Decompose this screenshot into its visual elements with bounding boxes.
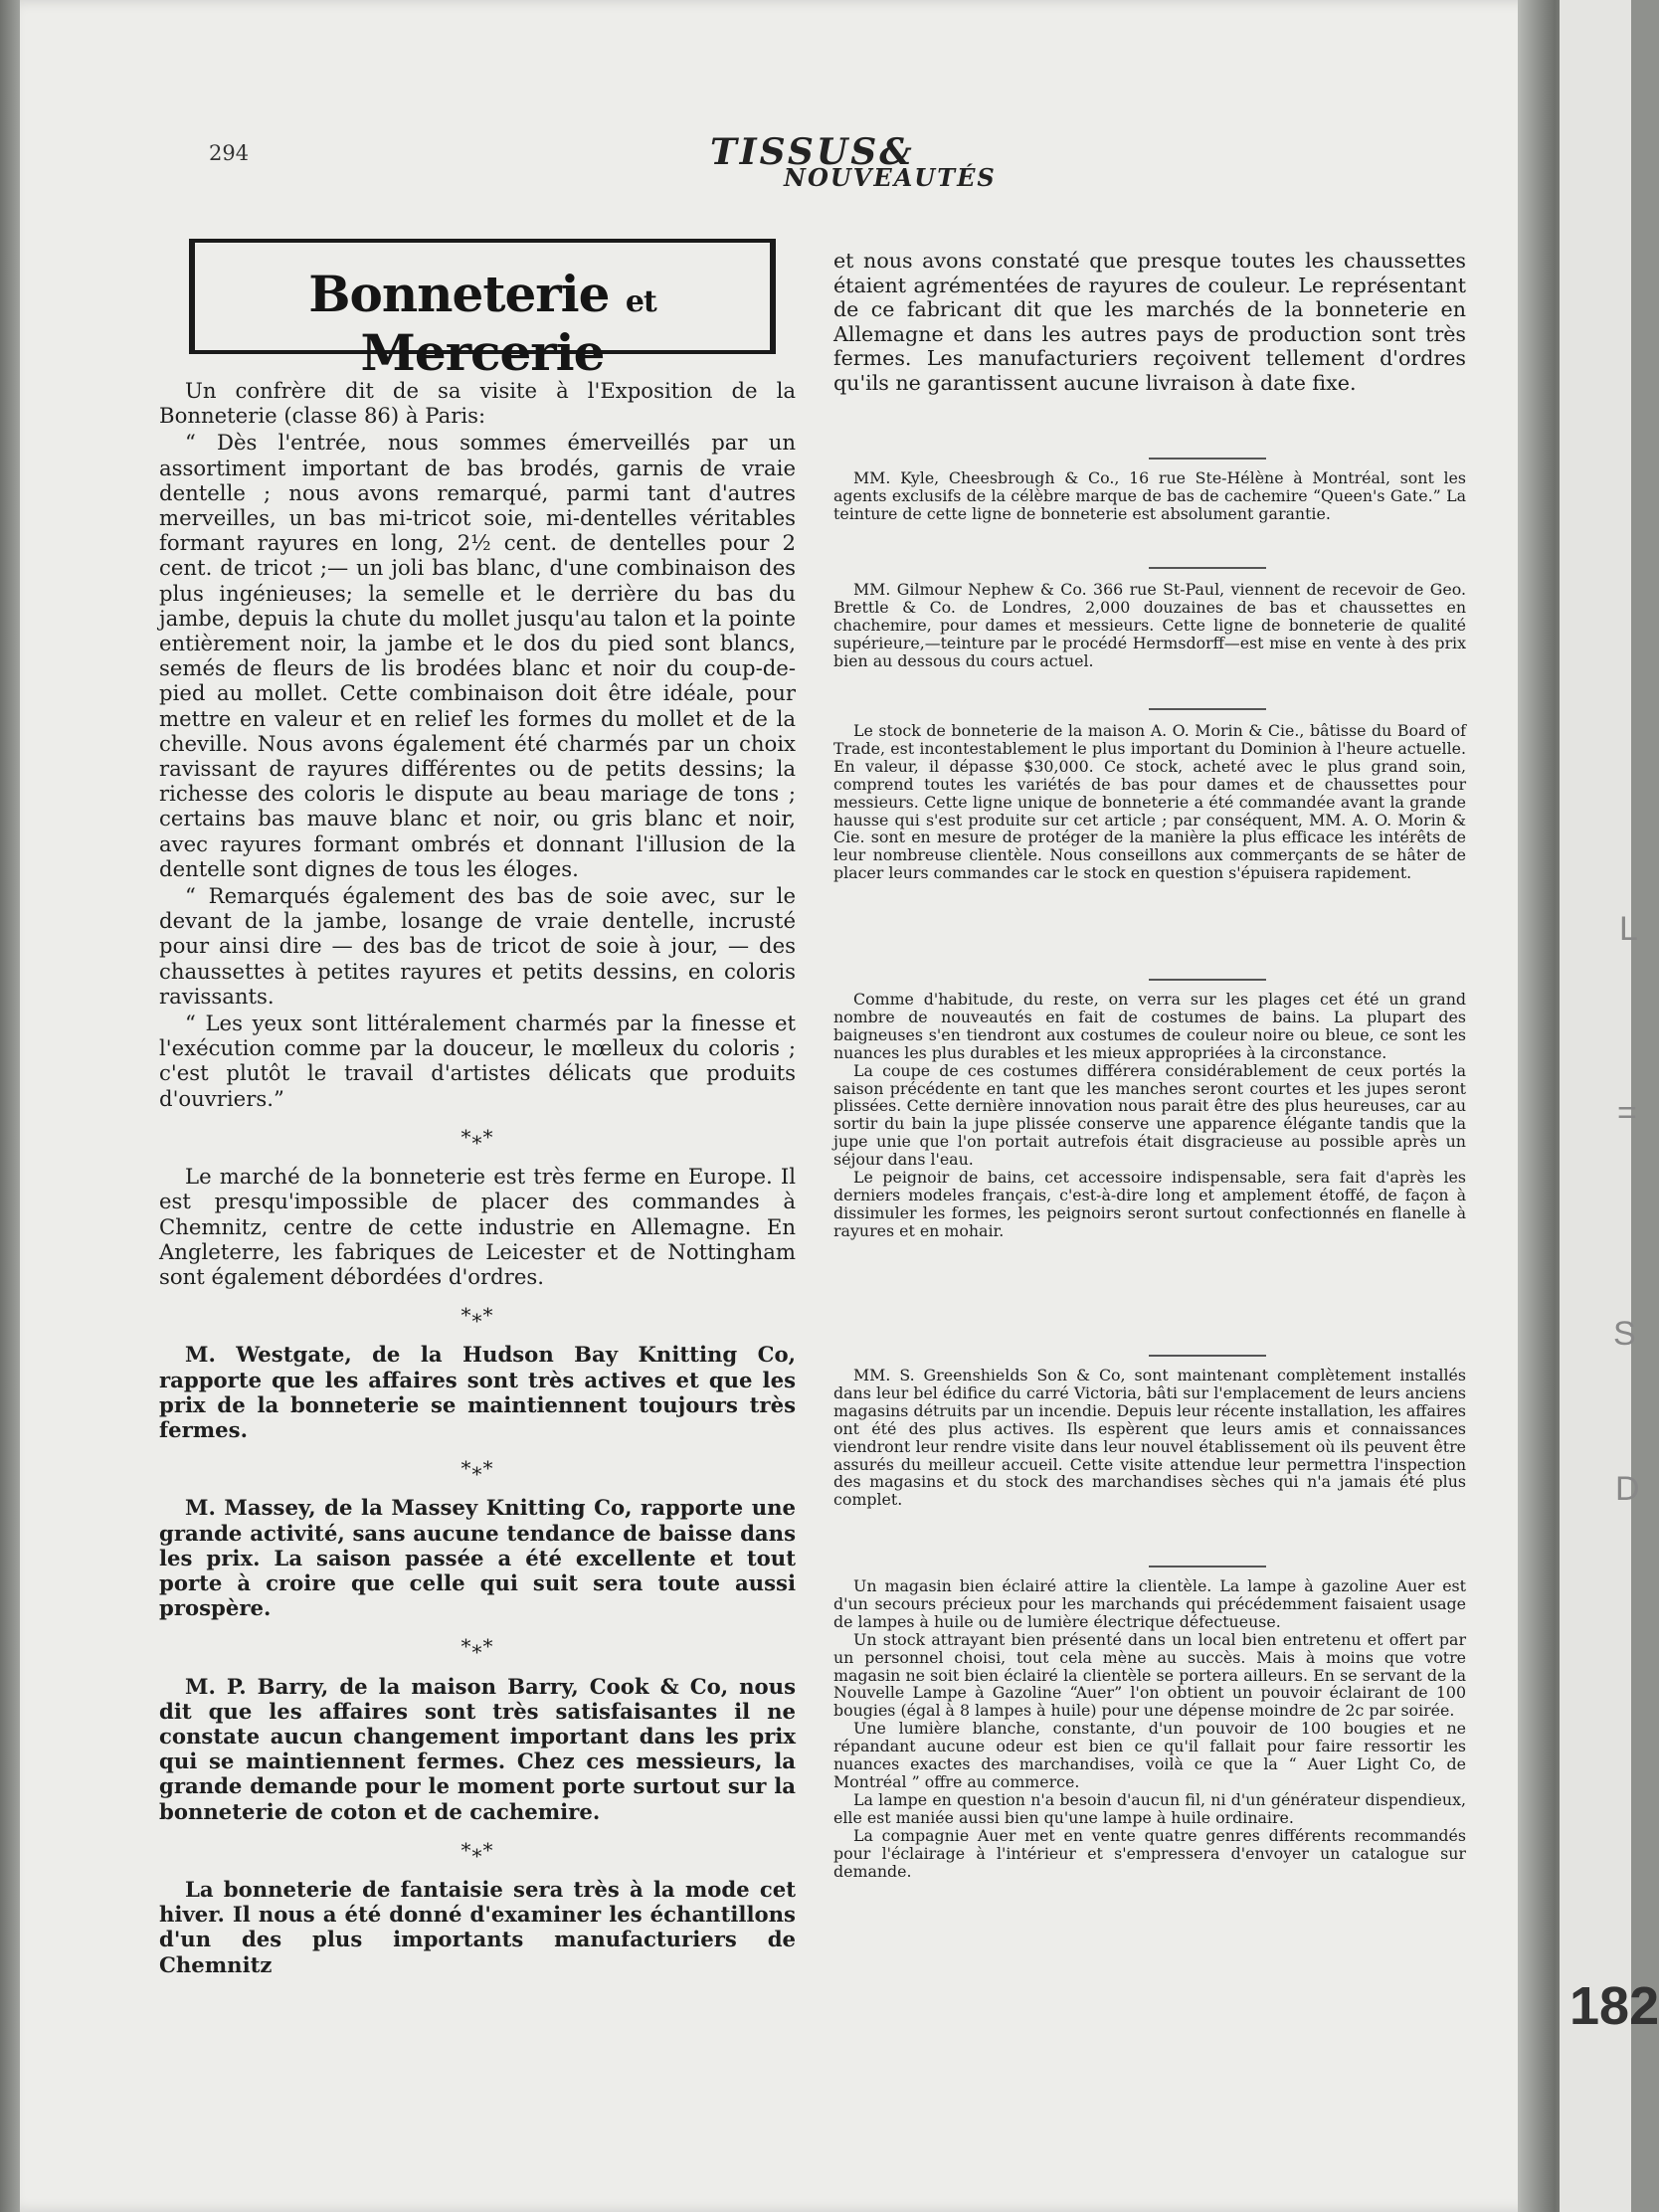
paragraph-quote: “ Les yeux sont littéralement charmés par la finesse et l'exécution comme par la douceur, le mœlleux du coloris ; c'est plutôt le travail d'artistes délicats que produits d'ouvriers.”	[159, 1011, 796, 1111]
next-page-mark: S	[1613, 1315, 1636, 1353]
section-separator: *⁎*	[461, 1837, 494, 1862]
article-title	[189, 265, 776, 382]
paragraph-fantaisie: La bonneterie de fantaisie sera très à la mode cet hiver. Il nous a été donné d'examiner les échantillons d'un des plus importants manufacturiers de Chemnitz	[159, 1876, 796, 1977]
paragraph-auer: Une lumière blanche, constante, d'un pouvoir de 100 bougies et ne répandant aucune odeur est bien ce qu'il fallait pour faire ressortir les nuances exactes des marchandises, voilà ce que la “ Auer Light Co, de Montréal ” offre au commerce.	[833, 1719, 1466, 1791]
next-page-mark: D	[1615, 1470, 1640, 1508]
paragraph-greenshields: MM. S. Greenshields Son & Co, sont maintenant complètement installés dans leur bel édifice du carré Victoria, bâti sur l'emplacement de leurs anciens magasins détruits par un incendie. Depuis leur récente installation, les affaires ont été des plus actives. Ils espèrent que leurs amis et connaissances viendront leur rendre visite dans leur nouvel établissement où ils peuvent être assurés du meilleur accueil. Cette visite attendue leur permettra l'inspection des magasins et du stock des marchandises sèches qui n'a jamais été plus complet.	[833, 1366, 1466, 1510]
paragraph-bains: Comme d'habitude, du reste, on verra sur les plages cet été un grand nombre de nouveautés en fait de costumes de bains. La plupart des baigneuses s'en tiendront aux costumes de couleur noire ou bleue, ce sont les nuances les plus durables et les mieux appropriées à la circonstance.	[833, 990, 1466, 1062]
divider-rule	[1149, 1566, 1266, 1567]
paragraph-europe: Le marché de la bonneterie est très ferme en Europe. Il est presqu'impossible de placer des commandes à Chemnitz, centre de cette industrie en Allemagne. En Angleterre, les fabriques de Leicester et de Nottingham sont également débordées d'ordres.	[159, 1164, 796, 1289]
next-page-mark: L	[1619, 910, 1638, 948]
paragraph-auer: Un stock attrayant bien présenté dans un local bien entretenu et offert par un personnel choisi, tout cela mène au succès. Mais à moins que votre magasin ne soit bien éclairé la clientèle se portera ailleurs. En se servant de la Nouvelle Lampe à Gazoline “Auer” l'on obtient un pouvoir éclairant de 100 bougies (égal à 8 lampes à huile) pour une dépense moindre de 2c par soirée.	[833, 1629, 1466, 1721]
title-word: Mercerie	[360, 323, 605, 382]
paragraph-auer: La lampe en question n'a besoin d'aucun fil, ni d'un générateur dispendieux, elle est maniée aussi bien qu'une lampe à huile ordinaire.	[833, 1789, 1466, 1827]
masthead-line1: TISSUS&	[710, 131, 915, 173]
paragraph-continuation: et nous avons constaté que presque toutes les chaussettes étaient agrémentées de rayures de couleur. Le représentant de ce fabricant dit que les marchés de la bonneterie en Allemagne et dans les autres pays de production sont très fermes. Les manufacturiers reçoivent tellement d'ordres qu'ils ne garantissent aucune livraison à date fixe.	[833, 249, 1466, 395]
paragraph-bains: La coupe de ces costumes différera considérablement de ceux portés la saison précédente en tant que les manches seront courtes et les jupes seront plissées. Cette dernière innovation nous parait être des plus heureuses, car au sortir du bain la jupe plissée conserve une apparence élégante tandis que la jupe unie que l'on portait autrefois était disgracieuse au possible après un séjour dans l'eau.	[833, 1060, 1466, 1170]
notice-greenshields	[833, 1367, 1466, 1509]
paragraph-quote: “ Remarqués également des bas de soie avec, sur le devant de la jambe, losange de vraie dentelle, incrusté pour ainsi dire — des bas de tricot de soie à jour, — des chaussettes à petites rayures et petits dessins, en coloris ravissants.	[159, 883, 796, 1009]
section-separator: *⁎*	[461, 1124, 494, 1149]
section-separator: *⁎*	[461, 1303, 494, 1328]
notice-gilmour	[833, 581, 1466, 670]
section-separator: *⁎*	[461, 1634, 494, 1659]
notice-auer	[833, 1577, 1466, 1880]
masthead-logo	[692, 121, 997, 211]
paragraph-auer: Un magasin bien éclairé attire la clientèle. La lampe à gazoline Auer est d'un secours précieux pour les marchands qui précédemment faisaient usage de lampes à huile ou de lumière électrique défectueuse.	[833, 1576, 1466, 1631]
title-et: et	[625, 284, 656, 319]
divider-rule	[1149, 458, 1266, 460]
paragraph-kyle: MM. Kyle, Cheesbrough & Co., 16 rue Ste-Hélène à Montréal, sont les agents exclusifs de la célèbre marque de bas de cachemire “Queen's Gate.” La teinture de cette ligne de bonneterie est absolument garantie.	[833, 468, 1466, 523]
divider-rule	[1149, 979, 1266, 981]
paragraph-westgate: M. Westgate, de la Hudson Bay Knitting Co, rapporte que les affaires sont très actives et que les prix de la bonneterie se maintiennent toujours très fermes.	[159, 1342, 796, 1442]
paragraph-barry: M. P. Barry, de la maison Barry, Cook & Co, nous dit que les affaires sont très satisfaisantes il ne constate aucun changement important dans les prix qui se maintiennent fermes. Chez ces messieurs, la grande demande pour le moment porte surtout sur la bonneterie de coton et de cachemire.	[159, 1673, 796, 1824]
masthead-line2: NOUVEAUTÉS	[784, 163, 997, 192]
divider-rule	[1149, 708, 1266, 710]
notice-bains	[833, 991, 1466, 1240]
next-page-mark: 182	[1569, 1976, 1659, 2036]
paragraph-morin: Le stock de bonneterie de la maison A. O. Morin & Cie., bâtisse du Board of Trade, est incontestablement le plus important du Dominion à l'heure actuelle. En valeur, il dépasse $30,000. Ce stock, acheté avec le plus grand soin, comprend toutes les variétés de bas pour dames et de chaussettes pour messieurs. Cette ligne unique de bonneterie a été commandée avant la grande hausse qui s'est produite sur cet article ; par conséquent, MM. A. O. Morin & Cie. sont en mesure de protéger de la manière la plus efficace les intérêts de leur nombreuse clientèle. Nous conseillons aux commerçants de se hâter de placer leurs commandes car le stock en question s'épuisera rapidement.	[833, 721, 1466, 883]
left-edge-shadow	[0, 0, 22, 2212]
notice-morin	[833, 722, 1466, 882]
divider-rule	[1149, 1355, 1266, 1357]
next-page-mark: =	[1617, 1094, 1637, 1132]
paragraph-massey: M. Massey, de la Massey Knitting Co, rapporte une grande activité, sans aucune tendance de baisse dans les prix. La saison passée a été excellente et tout porte à croire que celle qui suit sera toute aussi prospère.	[159, 1495, 796, 1621]
divider-rule	[1149, 567, 1266, 569]
next-page-strip	[1560, 0, 1659, 2212]
right-column-continuation	[833, 249, 1466, 395]
title-frame	[189, 239, 776, 382]
title-word: Bonneterie	[308, 265, 610, 323]
paragraph-bains: Le peignoir de bains, cet accessoire indispensable, sera fait d'après les derniers modeles français, c'est-à-dire long et amplement étoffé, de façon à dissimuler les formes, les peignoirs seront surtout confectionnés en flanelle à rayures et en mohair.	[833, 1168, 1466, 1240]
page-number: 294	[209, 141, 250, 165]
paragraph-auer: La compagnie Auer met en vente quatre genres différents recommandés pour l'éclairage à l'intérieur et s'empressera d'envoyer un catalogue sur demande.	[833, 1825, 1466, 1881]
paragraph-quote: “ Dès l'entrée, nous sommes émerveillés par un assortiment important de bas brodés, garnis de vraie dentelle ; nous avons remarqué, parmi tant d'autres merveilles, un bas mi-tricot soie, mi-dentelles véritables formant rayures en long, 2½ cent. de dentelles pour 2 cent. de tricot ;— un joli bas blanc, d'une combinaison des plus ingénieuses; la semelle et le derrière du bas du jambe, depuis la chute du mollet jusqu'au talon et la pointe entièrement noir, la jambe et le dos du pied sont blancs, semés de fleurs de lis brodées blanc et noir du coup-de-pied au mollet. Cette combinaison doit être idéale, pour mettre en valeur et en relief les formes du mollet et de la cheville. Nous avons également été charmés par un choix ravissant de rayures différentes ou de petits dessins; la richesse des coloris le dispute au beau mariage de tons ; certains bas mauve blanc et noir, ou gris blanc et noir, avec rayures formant ombrés et donnant l'illusion de la dentelle sont dignes de tous les éloges.	[159, 430, 796, 881]
section-separator: *⁎*	[461, 1456, 494, 1481]
paragraph-intro: Un confrère dit de sa visite à l'Exposition de la Bonneterie (classe 86) à Paris:	[159, 378, 796, 429]
left-column	[159, 378, 796, 1979]
paragraph-gilmour: MM. Gilmour Nephew & Co. 366 rue St-Paul, viennent de recevoir de Geo. Brettle & Co. de Londres, 2,000 douzaines de bas et chaussettes en chachemire, pour dames et messieurs. Cette ligne de bonneterie de qualité supérieure,—teinture par le procédé Hermsdorff—est mise en vente à des prix bien au dessous du cours actuel.	[833, 580, 1466, 670]
notice-kyle	[833, 469, 1466, 523]
